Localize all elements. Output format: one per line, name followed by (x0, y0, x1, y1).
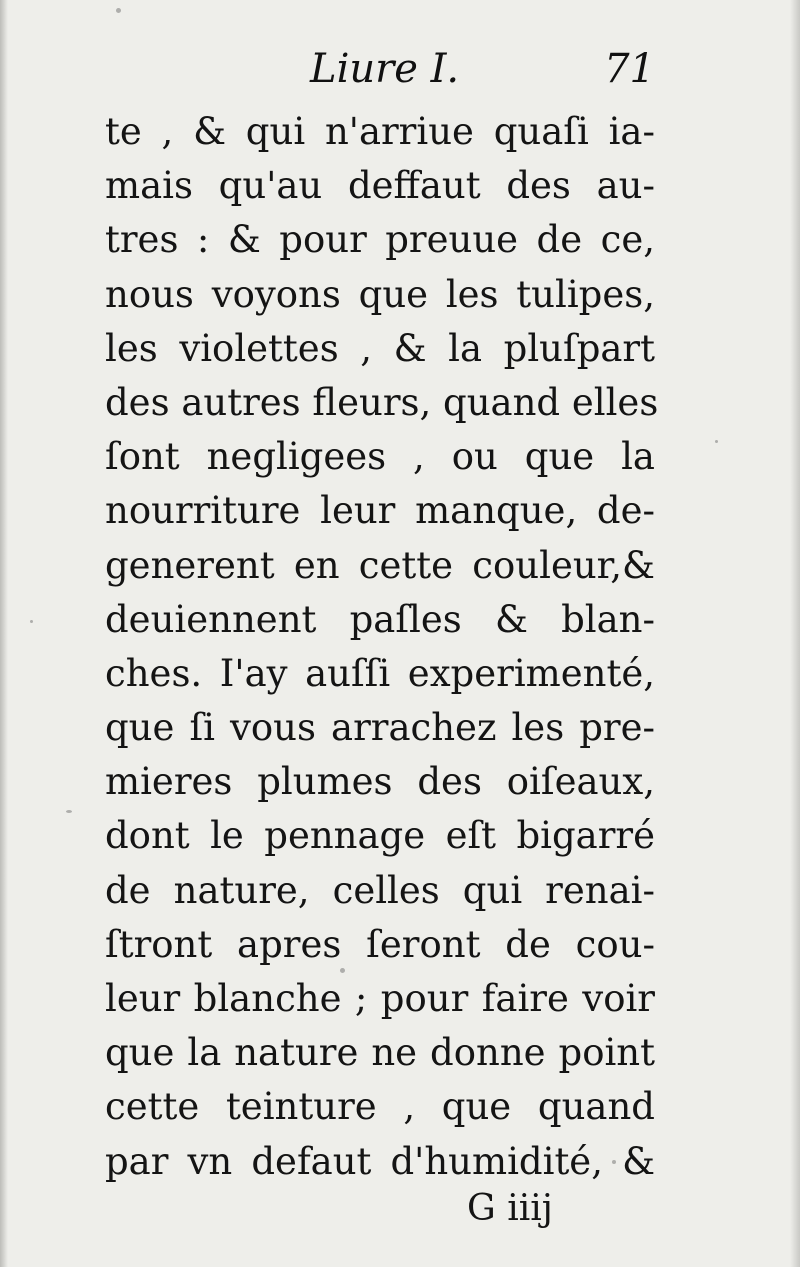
running-head: Liure I. (310, 46, 460, 92)
text-line: te , & qui n'arriue quaſi ia- (105, 110, 655, 153)
page-header (105, 46, 655, 102)
text-line: que ſi vous arrachez les pre- (105, 706, 655, 750)
text-line: ſont negligees , ou que la (105, 435, 655, 479)
text-line: leur blanche ; pour faire voir (105, 977, 655, 1020)
paper-speck (30, 620, 33, 623)
page-right-edge-shadow (790, 0, 800, 1267)
text-line: tres : & pour preuue de ce, (105, 218, 655, 262)
text-line: dont le pennage eſt bigarré (105, 814, 655, 858)
text-line: que la nature ne donne point (105, 1031, 655, 1075)
text-line: de nature, celles qui renai- (105, 868, 655, 912)
text-line: deuiennent paſles & blan- (105, 597, 655, 641)
text-line: ſtront apres ſeront de cou- (105, 922, 655, 966)
page-left-edge-shadow (0, 0, 8, 1267)
body-text (105, 105, 659, 1189)
paper-speck (66, 810, 72, 813)
text-line: nous voyons que les tulipes, (105, 272, 655, 316)
text-line: les violettes , & la pluſpart (105, 326, 655, 370)
text-line: generent en cette couleur,& (105, 543, 655, 587)
text-line: mais qu'au deffaut des au- (105, 164, 655, 208)
text-line: mieres plumes des oiſeaux, (105, 760, 655, 804)
text-line: par vn defaut d'humidité, & (105, 1139, 655, 1183)
text-line: des autres fleurs, quand elles (105, 380, 659, 424)
text-line: nourriture leur manque, de- (105, 489, 655, 533)
signature-mark: G iiij (467, 1188, 553, 1229)
text-line: ches. I'ay auſſi experimenté, (105, 651, 655, 695)
page-number: 71 (604, 46, 655, 92)
paper-speck (715, 440, 718, 443)
text-line: cette teinture , que quand (105, 1085, 655, 1129)
paper-speck (116, 8, 121, 13)
